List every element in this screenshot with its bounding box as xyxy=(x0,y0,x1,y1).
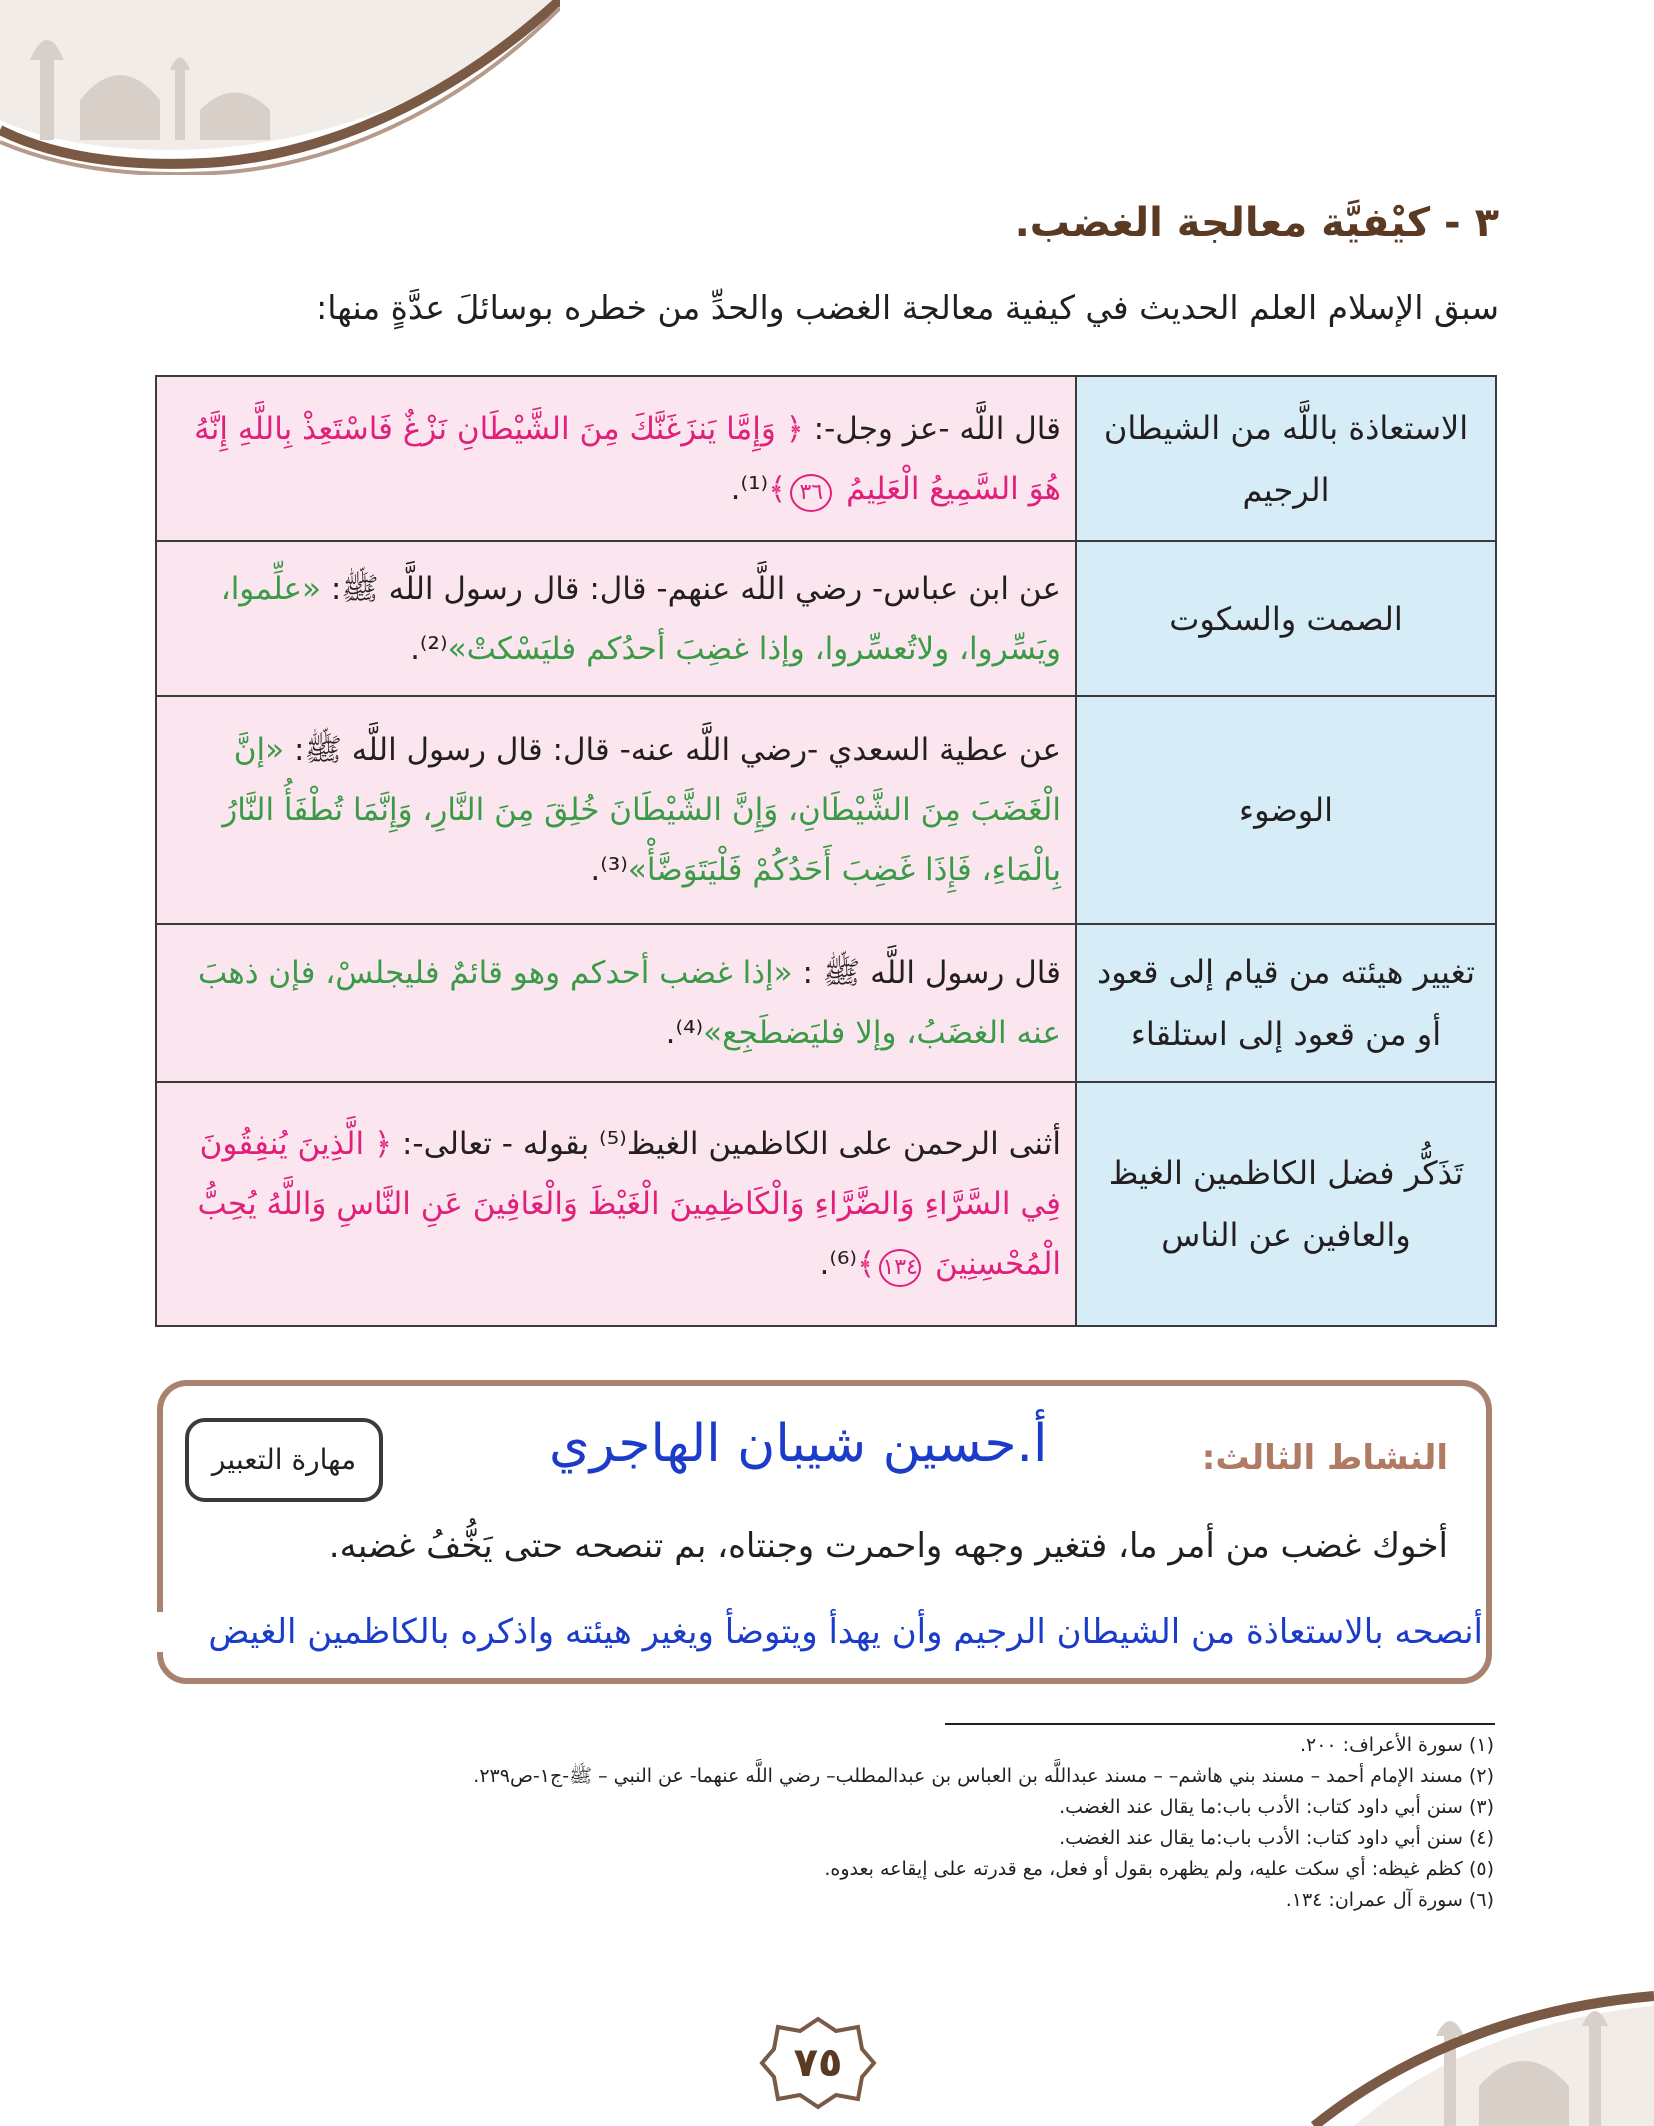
page-number: ٧٥ xyxy=(793,2040,843,2086)
top-mosque-decoration xyxy=(0,0,560,175)
handwritten-answer: أنصحه بالاستعاذة من الشيطان الرجيم وأن يهدأ ويتوضأ ويغير هيئته واذكره بالكاظمين الغيض xyxy=(153,1612,1483,1652)
bottom-mosque-decoration xyxy=(1294,1966,1654,2126)
footnotes xyxy=(154,1730,1494,1916)
method-text xyxy=(156,696,1076,924)
footnote-ref: ⁽¹⁾. xyxy=(730,470,769,507)
method-name: الاستعاذة باللَّه من الشيطان الرجيم xyxy=(1076,376,1496,541)
intro-paragraph: سبق الإسلام العلم الحديث في كيفية معالجة الغضب والحدِّ من خطره بوسائلَ عدَّةٍ منها: xyxy=(316,288,1499,327)
method-lead: قال رسول اللَّه ﷺ : xyxy=(792,955,1061,991)
activity-box xyxy=(157,1380,1492,1684)
table-row xyxy=(156,696,1496,924)
footnote-item: (٤) سنن أبي داود كتاب: الأدب باب:ما يقال عند الغضب. xyxy=(1059,1827,1494,1849)
method-name: الصمت والسكوت xyxy=(1076,541,1496,696)
footnote-item: (٦) سورة آل عمران: ١٣٤. xyxy=(1285,1889,1494,1911)
footnote-item: (١) سورة الأعراف: ٢٠٠. xyxy=(1299,1734,1494,1756)
method-name: تغيير هيئته من قيام إلى قعود أو من قعود إلى استلقاء xyxy=(1076,924,1496,1082)
quran-close-bracket: ﴾ xyxy=(768,470,787,507)
method-text xyxy=(156,924,1076,1082)
method-text xyxy=(156,541,1076,696)
table-row xyxy=(156,376,1496,541)
method-name: الوضوء xyxy=(1076,696,1496,924)
method-text xyxy=(156,376,1076,541)
footnote-item: (٥) كظم غيظه: أي سكت عليه، ولم يظهره بقول أو فعل، مع قدرته على إيقاعه بعدوه. xyxy=(824,1858,1494,1880)
ayah-number-marker: ٣٦ xyxy=(790,474,832,512)
method-lead: عن ابن عباس- رضي اللَّه عنهم- قال: قال رسول اللَّه ﷺ: xyxy=(320,570,1061,607)
activity-title: النشاط الثالث: xyxy=(1201,1438,1448,1478)
handwritten-teacher-name: أ.حسين شيبان الهاجري xyxy=(549,1414,1048,1474)
anger-treatment-table xyxy=(155,375,1497,1327)
method-lead: عن عطية السعدي -رضي اللَّه عنه- قال: قال رسول اللَّه ﷺ: xyxy=(284,732,1061,768)
activity-question: أخوك غضب من أمر ما، فتغير وجهه واحمرت وجنتاه، بم تنصحه حتى يَخُّفُ غضبه. xyxy=(328,1526,1448,1566)
footnote-ref: ⁽³⁾. xyxy=(590,852,628,888)
table-row xyxy=(156,1082,1496,1326)
footnote-ref: ⁽⁴⁾. xyxy=(665,1015,704,1051)
quran-verse: ﴿ وَإِمَّا يَنزَغَنَّكَ مِنَ الشَّيْطَانِ نَزْغٌ فَاسْتَعِذْ بِاللَّهِ إِنَّهُ هُوَ السَّمِيعُ الْعَلِيمُ xyxy=(194,410,1061,507)
method-lead: أثنى الرحمن على الكاظمين الغيظ⁽⁵⁾ بقوله - تعالى-: xyxy=(392,1126,1061,1162)
footnote-item: (٢) مسند الإمام أحمد – مسند بني هاشم– – مسند عبداللَّه بن العباس بن عبدالمطلب– رضي اللَّه عنهما- عن النبي – ﷺ-ج١-ص٢٣٩. xyxy=(473,1765,1494,1787)
hadith-quote: «إذا غضب أحدكم وهو قائمٌ فليجلسْ، فإن ذهبَ عنه الغضَبُ، وإلا فليَضطَجِع» xyxy=(197,955,1061,1051)
method-name: تَذَكُّر فضل الكاظمين الغيظ والعافين عن الناس xyxy=(1076,1082,1496,1326)
method-text xyxy=(156,1082,1076,1326)
footnote-item: (٣) سنن أبي داود كتاب: الأدب باب:ما يقال عند الغضب. xyxy=(1059,1796,1494,1818)
footnote-ref: ⁽⁶⁾. xyxy=(819,1246,858,1282)
section-heading: ٣ - كيْفيَّة معالجة الغضب. xyxy=(1014,200,1499,246)
hadith-quote: «علِّموا، ويَسِّروا، ولاتُعسِّروا، وإذا غضِبَ أحدُكم فليَسْكتْ» xyxy=(220,570,1061,667)
quran-verse: ﴿ الَّذِينَ يُنفِقُونَ فِي السَّرَّاءِ وَالضَّرَّاءِ وَالْكَاظِمِينَ الْغَيْظَ وَالْعَافِينَ عَنِ النَّاسِ وَاللَّهُ يُحِبُّ الْمُحْسِنِينَ xyxy=(197,1126,1061,1282)
footnote-ref: ⁽²⁾. xyxy=(410,630,448,667)
hadith-quote: «إنَّ الْغَضَبَ مِنَ الشَّيْطَانِ، وَإِنَّ الشَّيْطَانَ خُلِقَ مِنَ النَّارِ، وَإِنَّمَا تُطْفَأُ النَّارُ بِالْمَاءِ، فَإِذَا غَضِبَ أَحَدُكُمْ فَلْيَتَوَضَّأْ» xyxy=(222,732,1061,888)
table-row xyxy=(156,541,1496,696)
quran-close-bracket: ﴾ xyxy=(857,1246,876,1282)
table-row xyxy=(156,924,1496,1082)
method-lead: قال اللَّه -عز وجل-: xyxy=(803,410,1061,447)
footnote-divider xyxy=(945,1723,1495,1725)
ayah-number-marker: ١٣٤ xyxy=(879,1249,921,1287)
skill-badge: مهارة التعبير xyxy=(185,1418,383,1502)
